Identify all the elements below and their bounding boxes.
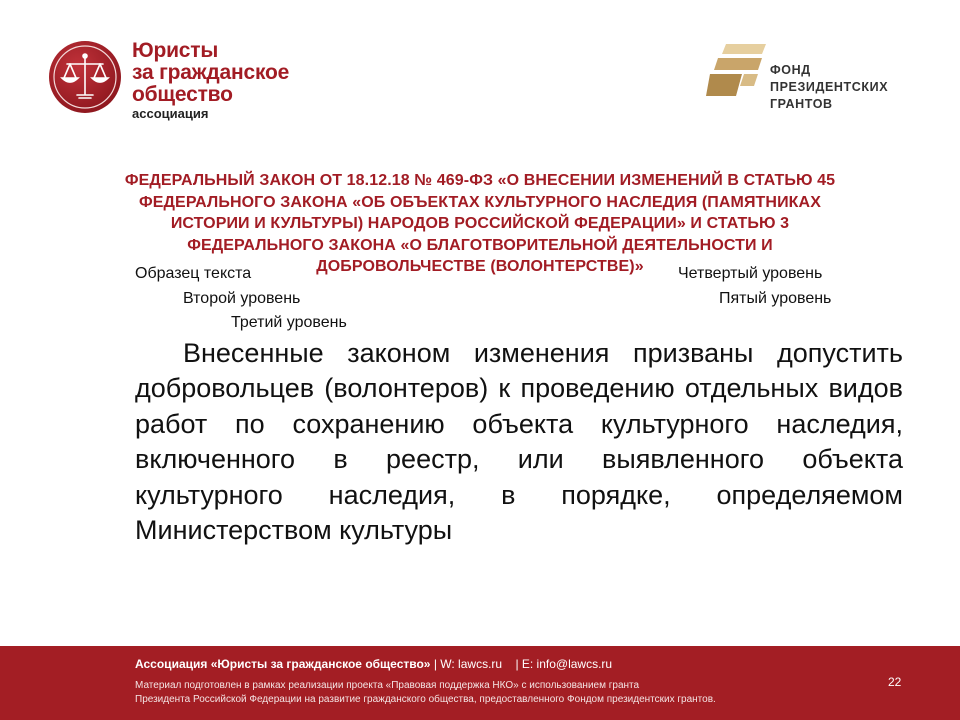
association-logo <box>48 40 338 130</box>
footer-grant-note <box>135 679 716 707</box>
slide-title: ФЕДЕРАЛЬНЫЙ ЗАКОН ОТ 18.12.18 № 469-ФЗ «О ВНЕСЕНИИ ИЗМЕНЕНИЙ В СТАТЬЮ 45 ФЕДЕРАЛЬНОГО ЗАКОНА «ОБ ОБЪЕКТАХ КУЛЬТУРНОГО НАСЛЕДИЯ (ПАМЯТНИКАХ ИСТОРИИ И КУЛЬТУРЫ) НАРОДОВ РОССИЙСКОЙ ФЕДЕРАЦИИ» И СТАТЬЮ 3 ФЕДЕРАЛЬНОГО ЗАКОНА «О БЛАГОТВОРИТЕЛЬНОЙ ДЕЯТЕЛЬНОСТИ И ДОБРОВОЛЬЧЕСТВЕ (ВОЛОНТЕРСТВЕ)» <box>124 172 836 275</box>
footer-note-line-1: Материал подготовлен в рамках реализации проекта «Правовая поддержка НКО» с использованием гранта <box>135 680 640 691</box>
placeholder-level-2: Второй уровень <box>183 290 301 307</box>
scales-of-justice-icon <box>48 40 122 114</box>
fund-line-1: ФОНД <box>770 63 811 77</box>
placeholder-level-5: Пятый уровень <box>719 290 832 307</box>
fund-line-2: ПРЕЗИДЕНТСКИХ <box>770 80 889 94</box>
footer-contacts <box>135 657 612 671</box>
slide-body-text: Внесенные законом изменения призваны допустить добровольцев (волонтеров) к проведению отдельных видов работ по сохранению объекта культурного наследия, включенного в реестр, или выявленного объекта культурного наследия, в порядке, определяемом Министерством культуры <box>135 338 903 546</box>
fund-mark-icon <box>706 42 768 98</box>
footer-website[interactable]: | W: lawcs.ru <box>433 657 503 671</box>
fund-name <box>770 62 888 113</box>
logo-line-2: за гражданское <box>132 61 290 84</box>
association-name <box>132 40 289 106</box>
footer-email[interactable]: | E: info@lawcs.ru <box>515 657 613 671</box>
placeholder-level-4: Четвертый уровень <box>678 265 823 282</box>
page-number: 22 <box>888 675 902 689</box>
logo-line-1: Юристы <box>132 39 219 62</box>
footer-association: Ассоциация «Юристы за гражданское общество» <box>135 657 431 671</box>
footer-note-line-2: Президента Российской Федерации на развитие гражданского общества, предоставленного Фондом президентских грантов. <box>135 694 716 705</box>
placeholder-level-1: Образец текста <box>135 265 252 282</box>
placeholder-level-3: Третий уровень <box>231 314 347 331</box>
presidential-grants-fund-logo <box>706 40 926 120</box>
fund-line-3: ГРАНТОВ <box>770 97 833 111</box>
logo-subtitle: ассоциация <box>132 106 209 121</box>
footer-bar <box>0 646 960 720</box>
logo-line-3: общество <box>132 83 233 106</box>
